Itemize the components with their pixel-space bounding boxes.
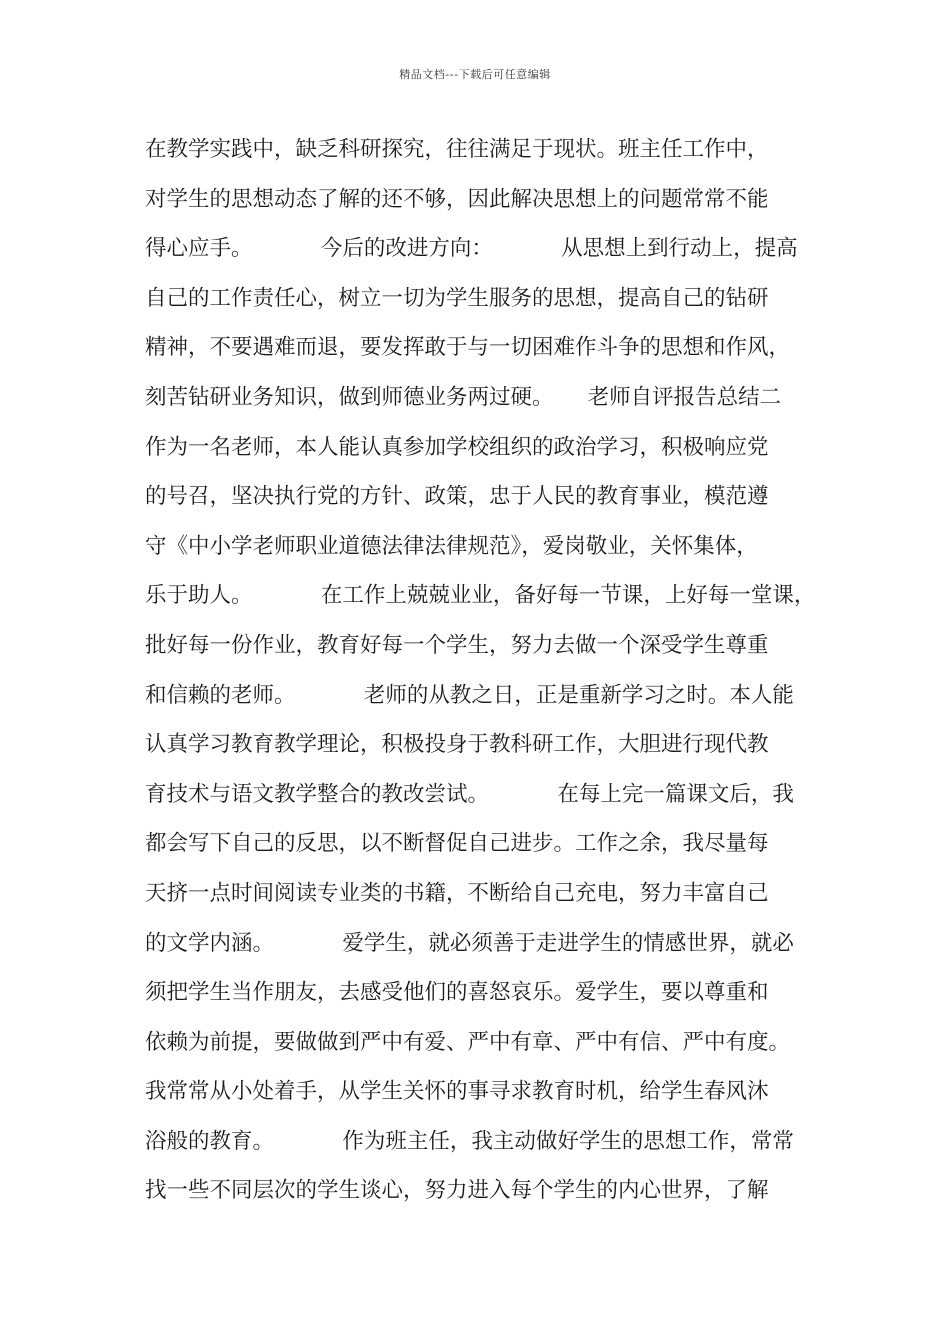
body-line: 得心应手。 今后的改进方向： 从思想上到行动上，提高 — [145, 236, 798, 262]
body-line: 都会写下自己的反思，以不断督促自己进步。工作之余，我尽量每 — [145, 831, 769, 857]
body-line: 精神，不要遇难而退，要发挥敢于与一切困难作斗争的思想和作风， — [145, 335, 791, 361]
body-line: 作为一名老师，本人能认真参加学校组织的政治学习，积极响应党 — [145, 434, 769, 460]
body-line: 须把学生当作朋友，去感受他们的喜怒哀乐。爱学生，要以尊重和 — [145, 980, 769, 1006]
body-line: 批好每一份作业，教育好每一个学生，努力去做一个深受学生尊重 — [145, 632, 769, 658]
body-line: 我常常从小处着手，从学生关怀的事寻求教育时机，给学生春风沐 — [145, 1079, 769, 1105]
body-line: 的文学内涵。 爱学生，就必须善于走进学生的情感世界，就必 — [145, 930, 794, 956]
body-line: 和信赖的老师。 老师的从教之日，正是重新学习之时。本人能 — [145, 682, 794, 708]
body-line: 乐于助人。 在工作上兢兢业业，备好每一节课，上好每一堂课， — [145, 583, 816, 609]
body-line: 在教学实践中，缺乏科研探究，往往满足于现状。班主任工作中， — [145, 137, 769, 162]
body-line: 浴般的教育。 作为班主任，我主动做好学生的思想工作，常常 — [145, 1128, 794, 1154]
body-line: 育技术与语文教学整合的教改尝试。 在每上完一篇课文后，我 — [145, 781, 794, 807]
body-line: 刻苦钻研业务知识，做到师德业务两过硬。 老师自评报告总结二 — [145, 384, 782, 410]
body-line: 找一些不同层次的学生谈心，努力进入每个学生的内心世界，了解 — [145, 1178, 769, 1204]
body-line: 天挤一点时间阅读专业类的书籍，不断给自己充电，努力丰富自己 — [145, 880, 769, 906]
body-line: 自己的工作责任心，树立一切为学生服务的思想，提高自己的钻研 — [145, 285, 769, 311]
page-header: 精品文档---下载后可任意编辑 — [399, 68, 551, 81]
body-line: 对学生的思想动态了解的还不够，因此解决思想上的问题常常不能 — [145, 186, 769, 212]
body-line: 依赖为前提，要做做到严中有爱、严中有章、严中有信、严中有度。 — [145, 1029, 791, 1055]
body-line: 认真学习教育教学理论，积极投身于教科研工作，大胆进行现代教 — [145, 732, 769, 758]
body-line: 的号召，坚决执行党的方针、政策，忠于人民的教育事业，模范遵 — [145, 484, 769, 510]
document-body — [145, 132, 845, 1223]
body-line: 守《中小学老师职业道德法律法律规范》，爱岗敬业，关怀集体， — [145, 533, 758, 559]
